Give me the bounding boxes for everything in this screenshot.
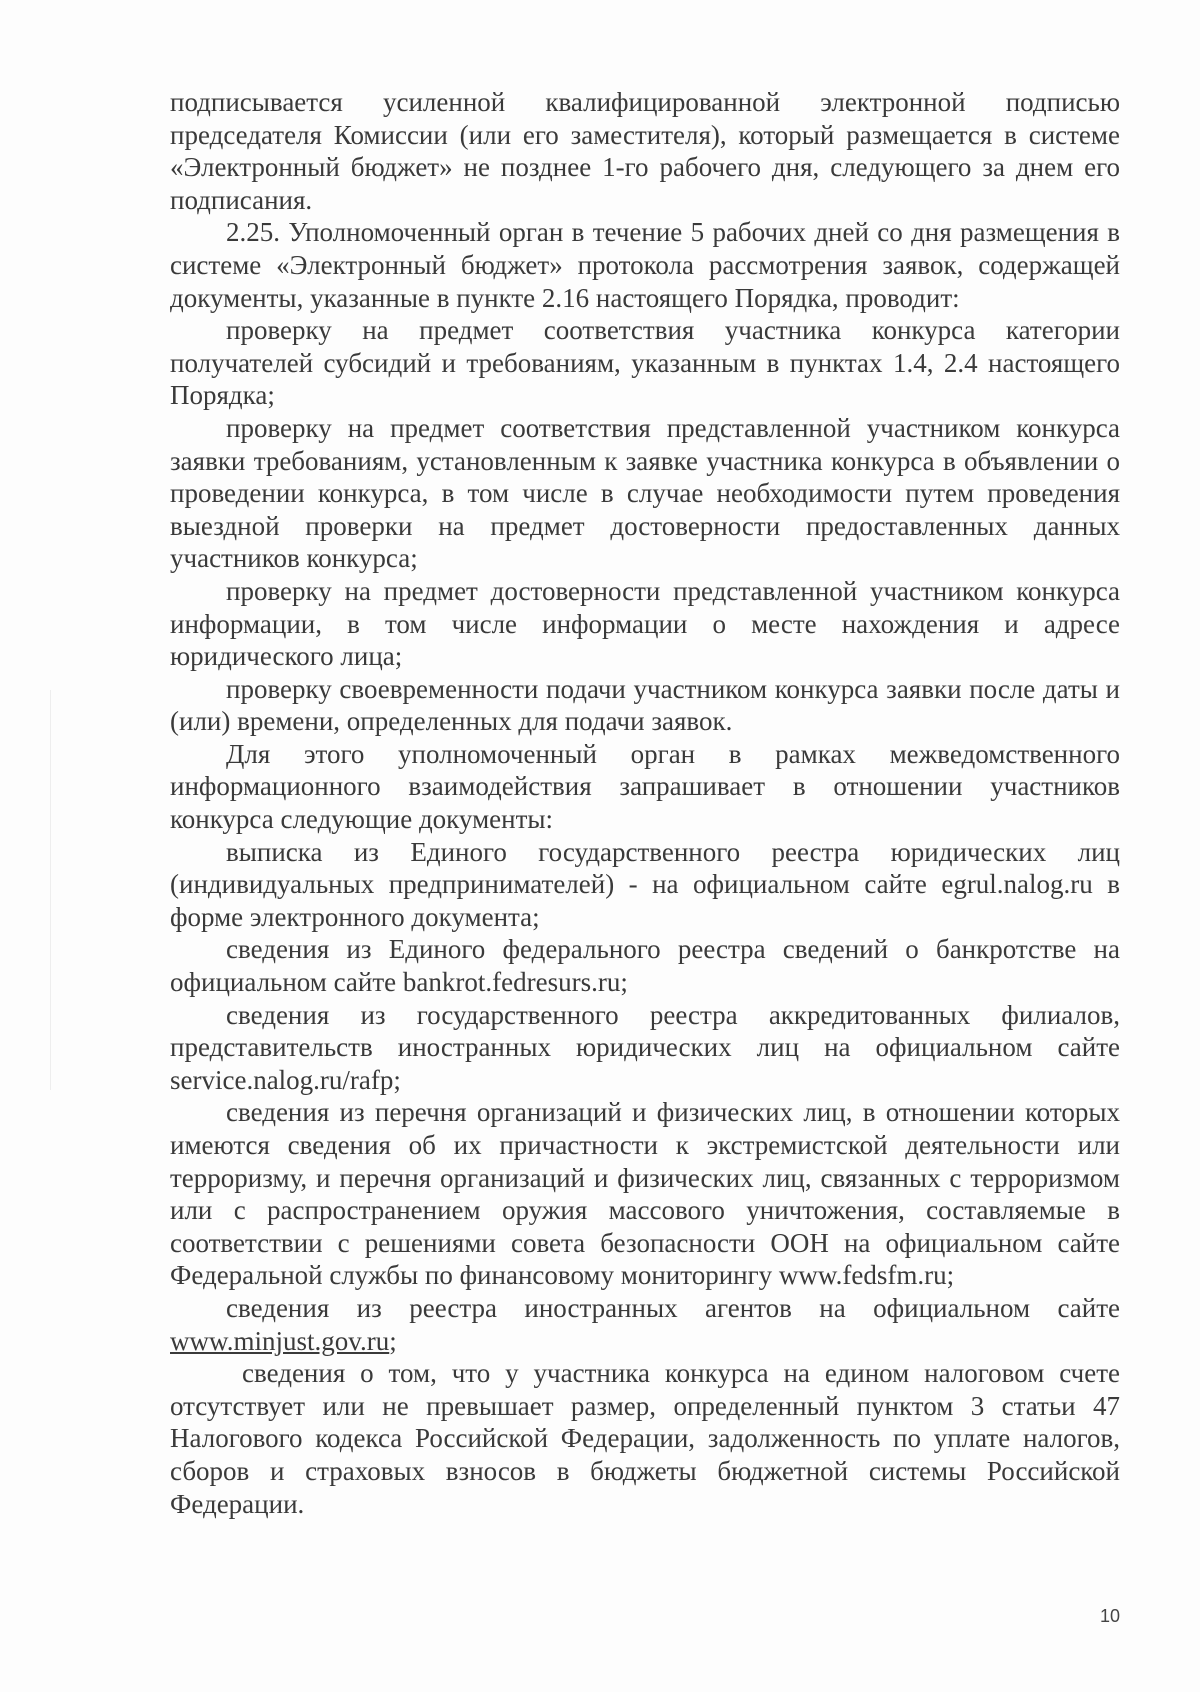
paragraph-foreign-agents-registry (170, 1292, 1120, 1357)
paragraph-foreign-branches-registry: сведения из государственного реестра аккредитованных филиалов, представительств иностранных юридических лиц на официальном сайте service.nalog.ru/rafp; (170, 999, 1120, 1095)
scan-artifact-line (50, 690, 51, 1090)
paragraph-interagency-request: Для этого уполномоченный орган в рамках межведомственного информационного взаимодействия запрашивает в отношении участников конкурса следующие документы: (170, 738, 1120, 835)
document-body (170, 86, 1120, 1520)
paragraph-egrul-extract: выписка из Единого государственного реестра юридических лиц (индивидуальных предпринимателей) - на официальном сайте egrul.nalog.ru в форме электронного документа; (170, 836, 1120, 932)
foreign-agents-end: ; (389, 1325, 397, 1356)
paragraph-check-timeliness: проверку своевременности подачи участником конкурса заявки после даты и (или) времени, определенных для подачи заявок. (170, 673, 1120, 737)
paragraph-continuation: подписывается усиленной квалифицированной электронной подписью председателя Комиссии (или его заместителя), который размещается в системе «Электронный бюджет» не позднее 1-го рабочего дня, следующего за днем его подписания. (170, 87, 1120, 215)
paragraph-bankruptcy-registry: сведения из Единого федерального реестра сведений о банкротстве на официальном сайте bankrot.fedresurs.ru; (170, 934, 1120, 998)
paragraph-2-25: 2.25. Уполномоченный орган в течение 5 рабочих дней со дня размещения в системе «Электронный бюджет» протокола рассмотрения заявок, содержащей документы, указанные в пункте 2.16 настоящего Порядка, проводит: (170, 217, 1120, 313)
paragraph-check-reliability: проверку на предмет достоверности представленной участником конкурса информации, в том числе информации о месте нахождения и адресе юридического лица; (170, 575, 1120, 672)
paragraph-tax-debt: сведения о том, что у участника конкурса на едином налоговом счете отсутствует или не превышает размер, определенный пунктом 3 статьи 47 Налогового кодекса Российской Федерации, задолженность по уплате налогов, сборов и страховых взносов в бюджеты бюджетной системы Российской Федерации. (170, 1358, 1120, 1519)
paragraph-check-category: проверку на предмет соответствия участника конкурса категории получателей субсидий и требованиям, указанным в пунктах 1.4, 2.4 настоящего Порядка; (170, 315, 1120, 411)
page-number: 10 (1100, 1606, 1121, 1626)
paragraph-check-application: проверку на предмет соответствия представленной участником конкурса заявки требованиям, установленным к заявке участника конкурса в объявлении о проведении конкурса, в том числе в случае необходимости путем проведения выездной проверки на предмет достоверности предоставленных данных участников конкурса; (170, 412, 1120, 574)
foreign-agents-text: сведения из реестра иностранных агентов на официальном сайте (226, 1292, 1120, 1323)
paragraph-terrorism-lists: сведения из перечня организаций и физических лиц, в отношении которых имеются сведения об их причастности к экстремистской деятельности или терроризму, и перечня организаций и физических лиц, связанных с терроризмом или с распространением оружия массового уничтожения, составляемые в соответствии с решениями совета безопасности ООН на официальном сайте Федеральной службы по финансовому мониторингу www.fedsfm.ru; (170, 1097, 1120, 1291)
minjust-link[interactable]: www.minjust.gov.ru (170, 1325, 390, 1356)
